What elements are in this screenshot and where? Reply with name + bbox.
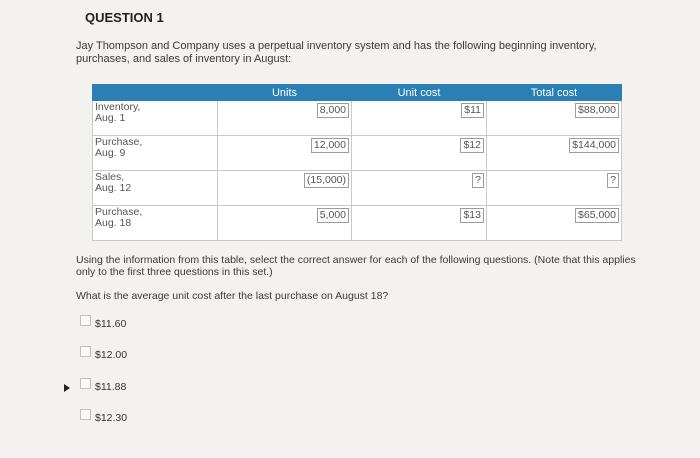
total-cost-cell	[487, 206, 622, 241]
option-checkbox[interactable]	[80, 346, 91, 357]
total-cost-value: $88,000	[575, 103, 619, 118]
row-label: Inventory,	[95, 101, 141, 113]
header-unit-cost: Unit cost	[352, 85, 487, 101]
header-units: Units	[218, 85, 352, 101]
total-cost-cell	[487, 136, 622, 171]
option-checkbox[interactable]	[80, 378, 91, 389]
question-prompt: What is the average unit cost after the last purchase on August 18?	[76, 290, 389, 302]
table-row	[93, 206, 622, 241]
answer-option-d[interactable]	[80, 412, 127, 424]
table-row	[93, 101, 622, 136]
units-cell	[218, 171, 352, 206]
row-label-cell	[93, 206, 218, 241]
unit-cost-cell	[352, 136, 487, 171]
unit-cost-cell	[352, 171, 487, 206]
units-cell	[218, 206, 352, 241]
row-label-cell	[93, 136, 218, 171]
row-label: Purchase,	[95, 206, 143, 218]
unit-cost-value: $13	[460, 208, 484, 223]
unit-cost-value: ?	[472, 173, 484, 188]
units-value: (15,000)	[304, 173, 349, 188]
row-date: Aug. 12	[95, 182, 132, 194]
cursor-pointer-icon	[64, 384, 70, 392]
header-label	[93, 85, 218, 101]
answer-option-b[interactable]	[80, 349, 127, 361]
table-row	[93, 136, 622, 171]
question-title: QUESTION 1	[85, 10, 164, 25]
unit-cost-value: $12	[460, 138, 484, 153]
table-row	[93, 171, 622, 206]
table-header-row	[93, 85, 622, 101]
instructions-text: Using the information from this table, select the correct answer for each of the following questions. (Note that this applies only to the first three questions in this set.)	[76, 254, 636, 278]
question-intro: Jay Thompson and Company uses a perpetual inventory system and has the following beginning inventory, purchases, and sales of inventory in August:	[76, 40, 597, 65]
unit-cost-value: $11	[461, 103, 484, 118]
option-checkbox[interactable]	[80, 315, 91, 326]
answer-option-c[interactable]	[80, 381, 126, 393]
unit-cost-cell	[352, 101, 487, 136]
row-label-cell	[93, 101, 218, 136]
option-label: $11.60	[95, 318, 127, 330]
total-cost-cell	[487, 101, 622, 136]
option-checkbox[interactable]	[80, 409, 91, 420]
total-cost-value: $144,000	[569, 138, 619, 153]
total-cost-value: ?	[607, 173, 619, 188]
answer-option-a[interactable]	[80, 318, 126, 330]
total-cost-value: $65,000	[575, 208, 619, 223]
units-value: 8,000	[317, 103, 349, 118]
row-label-cell	[93, 171, 218, 206]
option-label: $12.00	[95, 349, 128, 361]
row-label: Purchase,	[95, 136, 143, 148]
inventory-table	[92, 84, 622, 241]
option-label: $12.30	[95, 412, 128, 424]
row-date: Aug. 9	[95, 147, 126, 159]
option-label: $11.88	[95, 381, 127, 393]
row-date: Aug. 18	[95, 217, 132, 229]
row-label: Sales,	[95, 171, 125, 183]
unit-cost-cell	[352, 206, 487, 241]
units-value: 12,000	[311, 138, 349, 153]
header-total-cost: Total cost	[487, 85, 622, 101]
row-date: Aug. 1	[95, 112, 126, 124]
units-cell	[218, 101, 352, 136]
units-cell	[218, 136, 352, 171]
total-cost-cell	[487, 171, 622, 206]
units-value: 5,000	[317, 208, 349, 223]
